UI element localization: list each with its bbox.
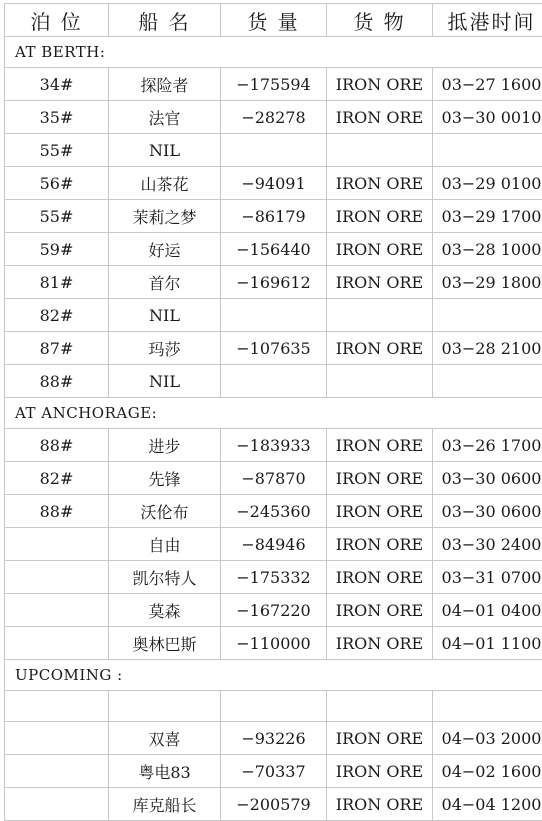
berth-cell: 82# <box>5 462 109 495</box>
ship-name-cell: NIL <box>109 134 221 167</box>
table-row <box>5 594 542 627</box>
table-row <box>5 528 542 561</box>
berth-cell: 88# <box>5 495 109 528</box>
table-row <box>5 429 542 462</box>
arrival-time-cell: 04−01 0400 <box>433 594 542 627</box>
table-row <box>5 495 542 528</box>
berth-cell <box>5 627 109 660</box>
cargo-cell: IRON ORE <box>327 755 433 788</box>
section-title: UPCOMING : <box>5 660 542 691</box>
table-header <box>5 4 542 37</box>
table-row <box>5 755 542 788</box>
berth-cell <box>5 691 109 722</box>
berth-cell: 88# <box>5 429 109 462</box>
arrival-time-cell: 04−04 1200 <box>433 788 542 821</box>
ship-name-cell: 进步 <box>109 429 221 462</box>
cargo-cell: IRON ORE <box>327 68 433 101</box>
berth-cell: 81# <box>5 266 109 299</box>
table-row <box>5 233 542 266</box>
ship-name-cell: 玛莎 <box>109 332 221 365</box>
arrival-time-cell <box>433 134 542 167</box>
section-row <box>5 37 542 68</box>
arrival-time-cell: 04−03 2000 <box>433 722 542 755</box>
ship-name-cell: 奥林巴斯 <box>109 627 221 660</box>
berth-cell: 55# <box>5 200 109 233</box>
berth-cell: 82# <box>5 299 109 332</box>
ship-name-cell: 探险者 <box>109 68 221 101</box>
cargo-cell: IRON ORE <box>327 167 433 200</box>
table-row <box>5 68 542 101</box>
table-row <box>5 691 542 722</box>
arrival-time-cell: 03−31 0700 <box>433 561 542 594</box>
arrival-time-cell: 03−30 0600 <box>433 462 542 495</box>
berth-cell <box>5 788 109 821</box>
table-row <box>5 200 542 233</box>
arrival-time-cell: 04−02 1600 <box>433 755 542 788</box>
table-row <box>5 299 542 332</box>
quantity-cell: −175594 <box>221 68 327 101</box>
cargo-cell: IRON ORE <box>327 528 433 561</box>
section-title: AT ANCHORAGE: <box>5 398 542 429</box>
arrival-time-cell: 03−30 0010 <box>433 101 542 134</box>
cargo-cell: IRON ORE <box>327 561 433 594</box>
arrival-time-cell: 03−26 1700 <box>433 429 542 462</box>
ship-name-cell: 双喜 <box>109 722 221 755</box>
table-row <box>5 561 542 594</box>
ship-name-cell: 沃伦布 <box>109 495 221 528</box>
quantity-cell <box>221 299 327 332</box>
table-row <box>5 722 542 755</box>
arrival-time-cell <box>433 365 542 398</box>
table-row <box>5 788 542 821</box>
quantity-cell <box>221 134 327 167</box>
arrival-time-cell <box>433 691 542 722</box>
quantity-cell: −87870 <box>221 462 327 495</box>
ship-name-cell: 山茶花 <box>109 167 221 200</box>
quantity-cell: −183933 <box>221 429 327 462</box>
berth-cell: 87# <box>5 332 109 365</box>
cargo-cell: IRON ORE <box>327 788 433 821</box>
header-quantity: 货 量 <box>221 4 327 37</box>
quantity-cell: −110000 <box>221 627 327 660</box>
section-row <box>5 398 542 429</box>
ship-name-cell: 凯尔特人 <box>109 561 221 594</box>
cargo-cell <box>327 691 433 722</box>
quantity-cell <box>221 691 327 722</box>
quantity-cell: −169612 <box>221 266 327 299</box>
table-row <box>5 627 542 660</box>
quantity-cell: −86179 <box>221 200 327 233</box>
ship-name-cell: 库克船长 <box>109 788 221 821</box>
table-row <box>5 266 542 299</box>
berth-cell: 59# <box>5 233 109 266</box>
quantity-cell: −94091 <box>221 167 327 200</box>
cargo-cell: IRON ORE <box>327 200 433 233</box>
quantity-cell: −156440 <box>221 233 327 266</box>
ship-name-cell: 好运 <box>109 233 221 266</box>
ship-name-cell: 茉莉之梦 <box>109 200 221 233</box>
cargo-cell <box>327 299 433 332</box>
arrival-time-cell: 03−28 1000 <box>433 233 542 266</box>
berth-cell <box>5 722 109 755</box>
berth-cell: 35# <box>5 101 109 134</box>
cargo-cell: IRON ORE <box>327 495 433 528</box>
header-row <box>5 4 542 37</box>
cargo-cell: IRON ORE <box>327 332 433 365</box>
quantity-cell: −70337 <box>221 755 327 788</box>
header-berth: 泊 位 <box>5 4 109 37</box>
quantity-cell: −28278 <box>221 101 327 134</box>
arrival-time-cell: 03−29 0100 <box>433 167 542 200</box>
section-row <box>5 660 542 691</box>
cargo-cell: IRON ORE <box>327 594 433 627</box>
quantity-cell <box>221 365 327 398</box>
quantity-cell: −245360 <box>221 495 327 528</box>
berth-cell <box>5 528 109 561</box>
arrival-time-cell: 03−30 2400 <box>433 528 542 561</box>
ship-name-cell: 法官 <box>109 101 221 134</box>
ship-name-cell: NIL <box>109 299 221 332</box>
table-row <box>5 462 542 495</box>
cargo-cell <box>327 365 433 398</box>
arrival-time-cell: 03−30 0600 <box>433 495 542 528</box>
berth-cell: 55# <box>5 134 109 167</box>
cargo-cell <box>327 134 433 167</box>
arrival-time-cell: 03−29 1800 <box>433 266 542 299</box>
quantity-cell: −167220 <box>221 594 327 627</box>
table-row <box>5 365 542 398</box>
ship-name-cell: 粤电83 <box>109 755 221 788</box>
cargo-cell: IRON ORE <box>327 266 433 299</box>
section-title: AT BERTH: <box>5 37 542 68</box>
quantity-cell: −175332 <box>221 561 327 594</box>
cargo-cell: IRON ORE <box>327 627 433 660</box>
ship-name-cell: 自由 <box>109 528 221 561</box>
header-cargo: 货 物 <box>327 4 433 37</box>
cargo-cell: IRON ORE <box>327 722 433 755</box>
arrival-time-cell: 03−27 1600 <box>433 68 542 101</box>
header-ship-name: 船 名 <box>109 4 221 37</box>
berth-cell <box>5 755 109 788</box>
berth-cell: 56# <box>5 167 109 200</box>
arrival-time-cell: 03−28 2100 <box>433 332 542 365</box>
table-row <box>5 134 542 167</box>
cargo-cell: IRON ORE <box>327 101 433 134</box>
arrival-time-cell: 03−29 1700 <box>433 200 542 233</box>
header-arrival-time: 抵港时间 <box>433 4 542 37</box>
ship-name-cell: 先锋 <box>109 462 221 495</box>
arrival-time-cell: 04−01 1100 <box>433 627 542 660</box>
table-row <box>5 332 542 365</box>
cargo-cell: IRON ORE <box>327 429 433 462</box>
ship-name-cell <box>109 691 221 722</box>
vessel-schedule-table <box>4 3 542 821</box>
arrival-time-cell <box>433 299 542 332</box>
berth-cell <box>5 561 109 594</box>
ship-name-cell: 莫森 <box>109 594 221 627</box>
berth-cell: 34# <box>5 68 109 101</box>
table-row <box>5 101 542 134</box>
cargo-cell: IRON ORE <box>327 233 433 266</box>
table-body <box>5 37 542 821</box>
quantity-cell: −200579 <box>221 788 327 821</box>
ship-name-cell: 首尔 <box>109 266 221 299</box>
quantity-cell: −84946 <box>221 528 327 561</box>
berth-cell <box>5 594 109 627</box>
quantity-cell: −107635 <box>221 332 327 365</box>
cargo-cell: IRON ORE <box>327 462 433 495</box>
berth-cell: 88# <box>5 365 109 398</box>
quantity-cell: −93226 <box>221 722 327 755</box>
ship-name-cell: NIL <box>109 365 221 398</box>
table-row <box>5 167 542 200</box>
